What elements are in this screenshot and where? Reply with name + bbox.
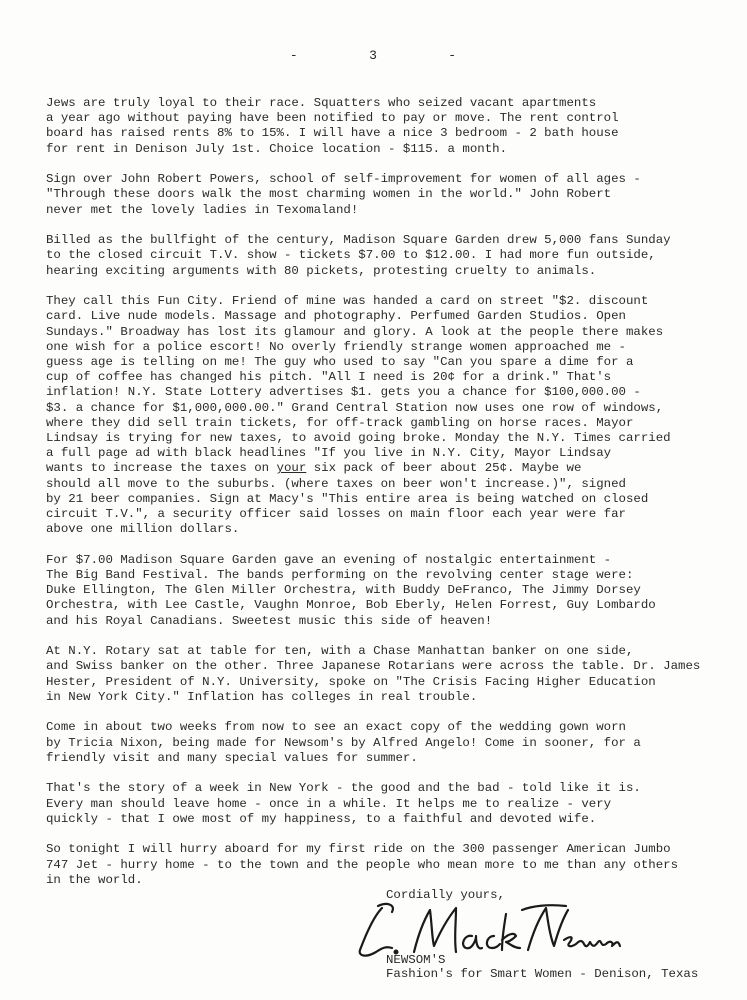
text-line: in the world.: [46, 872, 143, 887]
text-line: hearing exciting arguments with 80 pickets, protesting cruelty to animals.: [46, 263, 597, 278]
text-line: At N.Y. Rotary sat at table for ten, with a Chase Manhattan banker on one side,: [46, 644, 634, 659]
text-line: by Tricia Nixon, being made for Newsom's by Alfred Angelo! Come in sooner, for a: [46, 735, 641, 750]
text-line: circuit T.V.", a security officer said losses on main floor each year were far: [46, 507, 626, 522]
text-line: and Swiss banker on the other. Three Japanese Rotarians were across the table. Dr. James: [46, 659, 701, 674]
text-line: in New York City." Inflation has colleges in real trouble.: [46, 689, 478, 704]
text-line: 747 Jet - hurry home - to the town and the people who mean more to me than any others: [46, 857, 679, 872]
text-line: Sign over John Robert Powers, school of self-improvement for women of all ages -: [46, 172, 641, 187]
text-line: $3. a chance for $1,000,000.00." Grand Central Station now uses one row of windows,: [46, 400, 664, 415]
paragraph: [46, 644, 746, 705]
text-line: They call this Fun City. Friend of mine was handed a card on street "$2. discount: [46, 294, 649, 309]
text-line: Duke Ellington, The Glen Miller Orchestra, with Buddy DeFranco, The Jimmy Dorsey: [46, 583, 641, 598]
paragraph: [46, 294, 746, 537]
text-line: card. Live nude models. Massage and photography. Perfumed Garden Studios. Open: [46, 309, 626, 324]
text-line: board has raised rents 8% to 15%. I will have a nice 3 bedroom - 2 bath house: [46, 126, 619, 141]
text-line: Hester, President of N.Y. University, spoke on "The Crisis Facing Higher Education: [46, 674, 656, 689]
text-line: never met the lovely ladies in Texomaland!: [46, 202, 359, 217]
text-line: "Through these doors walk the most charming women in the world." John Robert: [46, 187, 612, 202]
paragraph: [46, 233, 746, 279]
closing-line: Cordially yours,: [386, 888, 505, 902]
letter-body: [46, 96, 746, 903]
text-line: Jews are truly loyal to their race. Squatters who seized vacant apartments: [46, 96, 597, 110]
text-line: For $7.00 Madison Square Garden gave an evening of nostalgic entertainment -: [46, 552, 612, 567]
text-line: one wish for a police escort! No overly friendly strange women approached me -: [46, 339, 626, 354]
paragraph: [46, 96, 746, 157]
text-line: a year ago without paying have been notified to pay or move. The rent control: [46, 111, 619, 126]
text-line: friendly visit and many special values for summer.: [46, 750, 418, 765]
text-line: above one million dollars.: [46, 522, 240, 537]
text-line: cup of coffee has changed his pitch. "All I need is 20¢ for a drink." That's: [46, 370, 612, 385]
paragraph: [46, 720, 746, 766]
text-line: wants to increase the taxes on your six pack of beer about 25¢. Maybe we: [46, 461, 582, 476]
text-line: The Big Band Festival. The bands performing on the revolving center stage were:: [46, 568, 634, 583]
company-tagline: Fashion's for Smart Women - Denison, Texas: [386, 967, 699, 981]
text-line: Lindsay is trying for new taxes, to avoid going broke. Monday the N.Y. Times carried: [46, 431, 671, 446]
paragraph: [46, 553, 746, 629]
text-line: to the closed circuit T.V. show - tickets $7.00 to $12.00. I had more fun outside,: [46, 248, 656, 263]
text-line: quickly - that I owe most of my happiness, to a faithful and devoted wife.: [46, 811, 597, 826]
text-line: guess age is telling on me! The guy who used to say "Can you spare a dime for a: [46, 355, 634, 370]
text-line: a full page ad with black headlines "If you live in N.Y. City, Mayor Lindsay: [46, 446, 612, 461]
text-line: should all move to the suburbs. (where taxes on beer won't increase.)", signed: [46, 476, 626, 491]
text-line: by 21 beer companies. Sign at Macy's "This entire area is being watched on closed: [46, 491, 649, 506]
text-line: Billed as the bullfight of the century, Madison Square Garden drew 5,000 fans Sunday: [46, 233, 671, 248]
text-line: where they did sell train tickets, for off-track gambling on horse races. Mayor: [46, 415, 634, 430]
company-name: NEWSOM'S: [386, 953, 446, 967]
paragraph: [46, 842, 746, 888]
text-line: Orchestra, with Lee Castle, Vaughn Monroe, Bob Eberly, Helen Forrest, Guy Lombardo: [46, 598, 656, 613]
text-line: Come in about two weeks from now to see an exact copy of the wedding gown worn: [46, 720, 626, 735]
text-line: Every man should leave home - once in a while. It helps me to realize - very: [46, 796, 612, 811]
underlined-word: your: [276, 461, 307, 476]
page-number: - 3 -: [289, 48, 458, 63]
paragraph: [46, 172, 746, 218]
text-line: and his Royal Canadians. Sweetest music this side of heaven!: [46, 613, 493, 628]
paragraph: [46, 781, 746, 827]
text-line: for rent in Denison July 1st. Choice location - $115. a month.: [46, 141, 508, 156]
text-line: Sundays." Broadway has lost its glamour and glory. A look at the people there makes: [46, 324, 664, 339]
text-line: So tonight I will hurry aboard for my first ride on the 300 passenger American Jumbo: [46, 842, 671, 857]
text-line: That's the story of a week in New York - the good and the bad - told like it is.: [46, 781, 641, 796]
text-line: inflation! N.Y. State Lottery advertises $1. gets you a chance for $100,000.00 -: [46, 385, 641, 400]
